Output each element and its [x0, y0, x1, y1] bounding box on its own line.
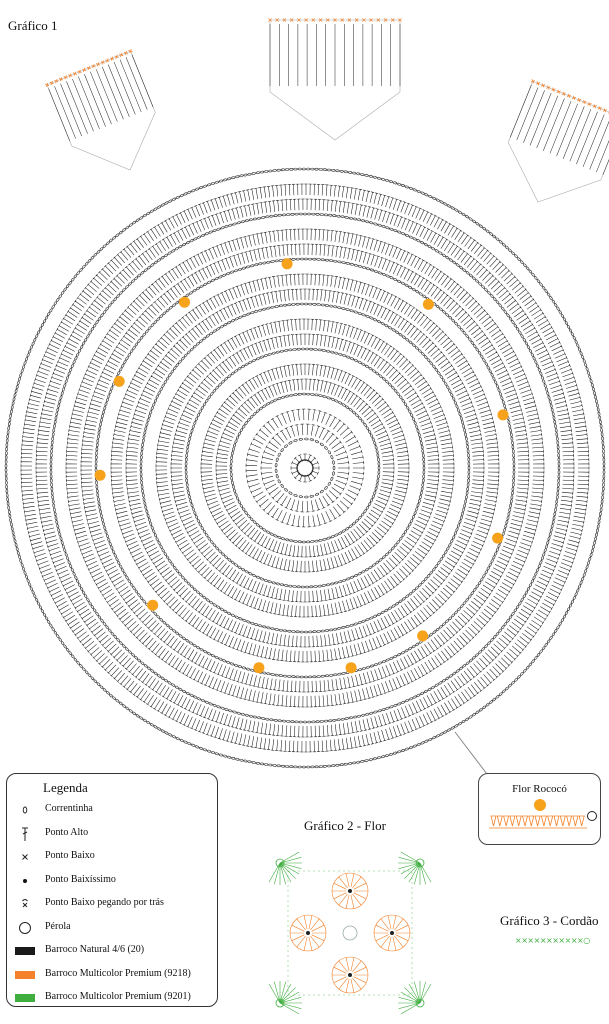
slip-stitch-dot-icon	[15, 873, 33, 889]
cord-stitch-row: ×××××××××××○	[515, 936, 590, 945]
rococo-flower-dot	[423, 299, 434, 310]
scallop-tab	[269, 19, 402, 141]
double-crochet-icon	[15, 826, 33, 842]
stitch-ring	[21, 184, 589, 752]
legend-label: Correntinha	[45, 803, 93, 814]
legend-label: Ponto Baixo	[45, 850, 95, 861]
stitch-ring	[141, 304, 469, 632]
callout-stitch-row	[489, 816, 587, 828]
tab-stitches	[270, 24, 400, 86]
green-fan	[269, 981, 302, 1014]
orange-petal	[374, 915, 410, 951]
legend-item	[15, 941, 215, 961]
legend-item	[15, 871, 215, 891]
chain-oval-icon	[15, 802, 33, 818]
color-swatch	[15, 967, 33, 983]
callout-pointer-line	[455, 732, 490, 778]
tab-outline	[492, 81, 609, 220]
orange-stitches	[491, 816, 585, 826]
back-loop-single-crochet-icon	[15, 896, 33, 912]
stitch-marks	[261, 424, 349, 512]
legend-label: Ponto Baixíssimo	[45, 873, 116, 885]
stitch-marks	[291, 454, 319, 482]
stitch-row	[291, 454, 319, 482]
center-ring	[343, 926, 357, 940]
pearl-circle-icon	[588, 812, 597, 821]
single-crochet-cross-icon	[15, 849, 33, 865]
rococo-flower-dot	[346, 662, 357, 673]
rococo-flower-dot	[147, 600, 158, 611]
stitch-row	[140, 303, 470, 633]
rococo-flower-dot	[95, 470, 106, 481]
rococo-flower-dot	[498, 409, 509, 420]
orange-petal	[332, 957, 368, 993]
rococo-flower-dot	[114, 376, 125, 387]
stitch-marks	[21, 184, 589, 752]
stitch-marks	[66, 229, 544, 707]
rococo-flower-dot	[417, 630, 428, 641]
rococo-flower-dot	[534, 799, 546, 811]
color-swatch	[15, 990, 33, 1006]
orange-petal	[290, 915, 326, 951]
legend-label: Barroco Multicolor Premium (9201)	[45, 991, 191, 1002]
pearl-circle-icon	[15, 920, 33, 936]
stitch-marks	[111, 274, 499, 662]
stitch-row	[21, 184, 589, 752]
legend-title: Legenda	[43, 780, 88, 795]
callout-drawing	[479, 774, 600, 844]
magic-ring	[297, 460, 313, 476]
stitch-row	[81, 244, 529, 692]
chart3-title: Gráfico 3 - Cordão	[500, 913, 599, 928]
legend-item	[15, 918, 215, 938]
rococo-flower-dot	[492, 533, 503, 544]
legend-item	[15, 988, 215, 1008]
stitch-row	[111, 274, 499, 662]
rococo-flower-dot	[253, 662, 264, 673]
stitch-rings	[5, 168, 605, 768]
stitch-ring	[276, 439, 334, 497]
legend-item	[15, 800, 215, 820]
stitch-ring	[156, 319, 454, 617]
tab-orange-edge	[45, 49, 132, 87]
legend-label: Pérola	[45, 920, 71, 932]
green-fan	[398, 852, 431, 885]
rococo-flower-dot	[179, 297, 190, 308]
green-fan	[398, 981, 431, 1014]
tab-stitches	[510, 85, 609, 175]
rococo-flower-dot	[282, 258, 293, 269]
legend-label: Barroco Natural 4/6 (20)	[45, 944, 145, 955]
scallop-tabs	[45, 19, 609, 222]
tab-stitches	[49, 55, 154, 141]
legend-label: Barroco Multicolor Premium (9218)	[45, 967, 191, 979]
chart2-title: Gráfico 2 - Flor	[304, 818, 386, 833]
legend-item	[15, 824, 215, 844]
stitch-row	[216, 379, 394, 557]
legend-label: Ponto Baixo pegando por trás	[45, 897, 164, 908]
scallop-tab	[490, 79, 609, 221]
stitch-ring	[81, 244, 529, 692]
stitch-ring	[66, 229, 544, 707]
legend-item	[15, 894, 215, 914]
callout-title: Flor Rococó	[512, 783, 567, 795]
stitch-row	[66, 229, 544, 707]
stitch-row	[275, 438, 335, 498]
color-swatch	[15, 943, 33, 959]
stitch-marks	[81, 244, 529, 692]
rococo-flower-callout	[478, 773, 601, 845]
stitch-marks	[156, 319, 454, 617]
stitch-row	[261, 424, 349, 512]
legend-panel	[6, 773, 218, 1007]
orange-petal	[332, 873, 368, 909]
legend-label: Ponto Alto	[45, 826, 89, 838]
chart1-title: Gráfico 1	[8, 18, 58, 33]
flower-chart	[250, 838, 450, 1024]
stitch-ring	[216, 379, 394, 557]
stitch-ring	[261, 424, 349, 512]
stitch-ring	[6, 169, 604, 767]
scallop-tab	[45, 49, 173, 187]
green-fan	[269, 852, 302, 885]
stitch-ring	[111, 274, 499, 662]
stitch-row	[156, 319, 454, 617]
legend-item	[15, 847, 215, 867]
stitch-marks	[216, 379, 394, 557]
legend-item	[15, 965, 215, 985]
